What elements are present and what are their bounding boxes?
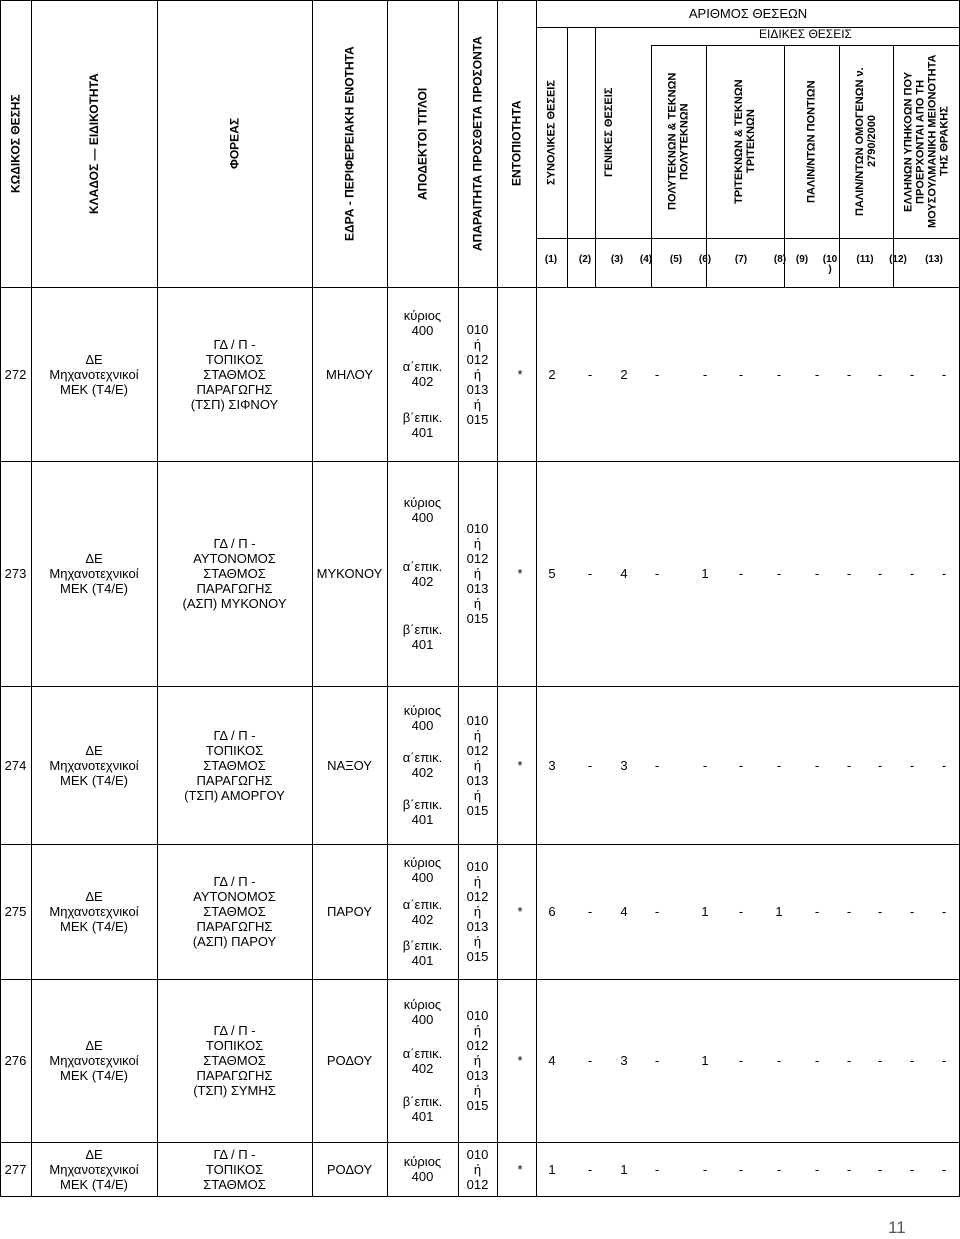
- agency-line: ΓΔ / Π -: [213, 1146, 256, 1162]
- extra-qualifications-cell: [458, 686, 497, 844]
- title-group: [404, 308, 441, 338]
- position-count: -: [702, 757, 708, 773]
- specialty-line: Μηχανοτεχνικοί: [49, 757, 139, 773]
- agency-line: (ΤΣΠ) ΣΙΦΝΟΥ: [190, 396, 279, 412]
- special-positions-header: ΕΙΔΙΚΕΣ ΘΕΣΕΙΣ: [759, 27, 852, 41]
- position-count: -: [941, 1053, 947, 1068]
- position-count: -: [877, 366, 883, 382]
- position-count: -: [941, 366, 947, 382]
- position-code: 273: [4, 566, 27, 581]
- specialty-line: Μηχανοτεχνικοί: [49, 366, 139, 382]
- agency-line: ΓΔ / Π -: [213, 536, 256, 551]
- extra-line: ή: [473, 1053, 482, 1068]
- locality-header: ΕΝΤΟΠΙΟΤΗΤΑ: [509, 100, 524, 187]
- extra-line: ή: [473, 1161, 482, 1177]
- position-count: -: [909, 1161, 915, 1177]
- expatriate-repatriates-header: ΠΑΛΙΝ/ΝΤΩΝ ΟΜΟΓΕΝΩΝ ν. 2790/2000: [854, 67, 878, 216]
- specialty-line: ΔΕ: [85, 1038, 103, 1053]
- pontian-repatriates-header: ΠΑΛΙΝ/ΝΤΩΝ ΠΟΝΤΙΩΝ: [805, 80, 818, 203]
- position-count: -: [877, 1161, 883, 1177]
- general-positions-header: ΓΕΝΙΚΕΣ ΘΕΣΕΙΣ: [603, 87, 615, 178]
- extra-line: ή: [473, 596, 482, 611]
- extra-line: ή: [473, 1083, 482, 1098]
- title-group: [404, 703, 441, 733]
- extra-line: 012: [466, 889, 489, 904]
- position-count: -: [587, 904, 593, 919]
- title-line: 402: [411, 573, 434, 589]
- specialty-cell: [31, 844, 157, 979]
- agency-line: (ΑΣΠ) ΠΑΡΟΥ: [192, 934, 277, 949]
- title-line: α΄επικ.: [402, 359, 443, 374]
- title-line: 401: [411, 637, 434, 653]
- position-count: -: [702, 366, 708, 382]
- agency-line: (ΤΣΠ) ΣΥΜΗΣ: [193, 1083, 276, 1098]
- position-code: 277: [4, 1161, 27, 1177]
- agency-line: (ΤΣΠ) ΑΜΟΡΓΟΥ: [184, 787, 285, 803]
- extra-line: ή: [473, 874, 482, 889]
- extra-qualifications-cell: [458, 844, 497, 979]
- seat-cell: ΜΥΚΟΝΟΥ: [316, 566, 383, 581]
- column-number: (13): [925, 254, 943, 265]
- extra-line: ή: [473, 787, 482, 803]
- agency-cell: [157, 686, 312, 844]
- agency-line: ΓΔ / Π -: [213, 336, 256, 352]
- specialty-cell: [31, 287, 157, 461]
- title-line: κύριος: [403, 997, 442, 1013]
- position-count: 1: [701, 566, 709, 581]
- position-count: -: [909, 904, 915, 919]
- specialty-line: Μηχανοτεχνικοί: [49, 566, 139, 581]
- extra-line: 013: [466, 919, 489, 934]
- extra-line: 015: [466, 611, 489, 626]
- agency-cell: [157, 844, 312, 979]
- title-group: [403, 559, 443, 589]
- titles-cell: [387, 461, 458, 686]
- title-line: α΄επικ.: [402, 896, 443, 912]
- extra-line: 010: [466, 321, 489, 337]
- position-count: -: [846, 566, 852, 581]
- title-group: [403, 797, 443, 827]
- position-count: -: [941, 904, 947, 919]
- position-count: -: [941, 757, 947, 773]
- position-count: 3: [548, 757, 556, 773]
- title-line: β΄επικ.: [402, 410, 443, 425]
- column-number: (9): [795, 254, 809, 265]
- extra-line: 015: [466, 1098, 489, 1113]
- agency-line: ΣΤΑΘΜΟΣ: [203, 1176, 266, 1192]
- specialty-line: Μηχανοτεχνικοί: [49, 1053, 139, 1068]
- seat-cell: ΜΗΛΟΥ: [326, 366, 373, 382]
- agency-line: ΤΟΠΙΚΟΣ: [205, 351, 264, 367]
- position-count: -: [846, 1053, 852, 1068]
- extra-line: ή: [473, 336, 482, 352]
- agency-cell: [157, 461, 312, 686]
- locality-mark: *: [517, 904, 523, 919]
- position-count: 1: [701, 904, 709, 919]
- position-count: 4: [620, 904, 628, 919]
- agency-line: ΠΑΡΑΓΩΓΗΣ: [196, 919, 273, 934]
- specialty-line: ΜΕΚ (Τ4/Ε): [60, 919, 128, 934]
- specialty-cell: [31, 686, 157, 844]
- title-line: α΄επικ.: [402, 1045, 443, 1061]
- column-number: (2): [578, 254, 592, 265]
- position-count: -: [814, 1161, 820, 1177]
- specialty-line: ΔΕ: [85, 889, 103, 904]
- position-count: -: [846, 757, 852, 773]
- title-line: 400: [411, 1012, 434, 1028]
- title-line: 402: [411, 374, 434, 389]
- locality-mark: *: [517, 757, 523, 773]
- position-count: 1: [548, 1161, 556, 1177]
- extra-qualifications-cell: [458, 287, 497, 461]
- title-line: β΄επικ.: [402, 937, 443, 953]
- position-count: -: [702, 1161, 708, 1177]
- title-group: [403, 359, 443, 389]
- position-count: -: [654, 1053, 660, 1068]
- title-group: [403, 622, 443, 652]
- specialty-line: ΔΕ: [85, 742, 103, 758]
- title-line: 402: [411, 911, 434, 927]
- title-line: α΄επικ.: [402, 750, 443, 765]
- titles-header: ΑΠΟΔΕΚΤΟΙ ΤΙΤΛΟΙ: [415, 87, 430, 200]
- position-count: -: [877, 904, 883, 919]
- position-count: -: [776, 1161, 782, 1177]
- agency-line: ΠΑΡΑΓΩΓΗΣ: [196, 772, 273, 788]
- agency-cell: [157, 979, 312, 1142]
- titles-cell: [387, 1142, 458, 1196]
- page-number: 11: [888, 1218, 906, 1237]
- position-count: -: [909, 757, 915, 773]
- extra-line: 012: [466, 1038, 489, 1053]
- agency-line: ΤΟΠΙΚΟΣ: [205, 742, 264, 758]
- agency-line: ΓΔ / Π -: [213, 727, 256, 743]
- title-line: β΄επικ.: [402, 622, 443, 638]
- specialty-line: ΜΕΚ (Τ4/Ε): [60, 772, 128, 788]
- titles-cell: [387, 287, 458, 461]
- position-count: -: [877, 566, 883, 581]
- title-line: κύριος: [403, 308, 442, 323]
- specialty-line: ΜΕΚ (Τ4/Ε): [60, 581, 128, 596]
- position-count: -: [776, 1053, 782, 1068]
- position-count: -: [654, 366, 660, 382]
- title-line: α΄επικ.: [402, 558, 443, 574]
- seat-cell: ΡΟΔΟΥ: [326, 1161, 373, 1177]
- title-group: [404, 1154, 441, 1184]
- column-number: (6): [698, 254, 712, 265]
- specialty-cell: [31, 461, 157, 686]
- position-count: 6: [548, 904, 556, 919]
- positions-group-header: ΑΡΙΘΜΟΣ ΘΕΣΕΩΝ: [688, 6, 808, 21]
- position-count: -: [654, 566, 660, 581]
- column-number: (3): [610, 254, 624, 265]
- position-count: 3: [620, 757, 628, 773]
- extra-line: ή: [473, 934, 482, 949]
- title-line: 401: [411, 425, 434, 440]
- agency-line: ΠΑΡΑΓΩΓΗΣ: [196, 381, 273, 397]
- total-positions-header: ΣΥΝΟΛΙΚΕΣ ΘΕΣΕΙΣ: [545, 80, 558, 185]
- agency-line: ΤΟΠΙΚΟΣ: [205, 1161, 264, 1177]
- extra-line: ή: [473, 566, 482, 581]
- extra-line: ή: [473, 757, 482, 773]
- title-line: β΄επικ.: [402, 1093, 443, 1109]
- extra-line: 010: [466, 1008, 489, 1023]
- position-count: 2: [620, 366, 628, 382]
- position-count: -: [877, 757, 883, 773]
- position-count: 4: [620, 566, 628, 581]
- position-count: -: [941, 566, 947, 581]
- position-count: -: [776, 757, 782, 773]
- position-count: -: [738, 757, 744, 773]
- specialty-line: ΔΕ: [85, 1146, 103, 1162]
- locality-mark: *: [517, 366, 523, 382]
- position-count: -: [776, 366, 782, 382]
- extra-line: ή: [473, 904, 482, 919]
- title-group: [404, 495, 441, 525]
- title-line: 400: [411, 509, 434, 525]
- agency-line: ΑΥΤΟΝΟΜΟΣ: [193, 889, 276, 904]
- column-number: (7): [734, 254, 748, 265]
- extra-line: 012: [466, 742, 489, 758]
- position-count: -: [846, 904, 852, 919]
- position-count: 1: [620, 1161, 628, 1177]
- extra-line: ή: [473, 727, 482, 743]
- extra-qualifications-header: ΑΠΑΡΑΙΤΗΤΑ ΠΡΟΣΘΕΤΑ ΠΡΟΣΟΝΤΑ: [470, 36, 485, 251]
- position-count: 2: [548, 366, 556, 382]
- titles-cell: [387, 979, 458, 1142]
- position-count: -: [846, 1161, 852, 1177]
- position-count: -: [738, 1053, 744, 1068]
- code-header: ΚΩΔΙΚΟΣ ΘΕΣΗΣ: [8, 94, 23, 193]
- position-count: -: [738, 904, 744, 919]
- title-group: [404, 855, 441, 885]
- agency-line: ΤΟΠΙΚΟΣ: [205, 1038, 264, 1053]
- title-line: 400: [411, 323, 434, 338]
- column-number: (11): [856, 254, 874, 265]
- column-number: (5): [669, 254, 683, 265]
- extra-line: 012: [466, 351, 489, 367]
- agency-line: ΣΤΑΘΜΟΣ: [203, 566, 266, 581]
- position-count: -: [587, 566, 593, 581]
- row-rule: [0, 1196, 960, 1197]
- subgroup-rule: [651, 45, 960, 46]
- titles-cell: [387, 686, 458, 844]
- agency-line: ΣΤΑΘΜΟΣ: [203, 904, 266, 919]
- specialty-line: ΔΕ: [85, 351, 103, 367]
- title-group: [403, 410, 443, 440]
- locality-mark: *: [517, 566, 523, 581]
- position-count: -: [587, 757, 593, 773]
- extra-qualifications-cell: [458, 1142, 497, 1196]
- agency-line: ΓΔ / Π -: [213, 874, 256, 889]
- specialty-cell: [31, 979, 157, 1142]
- position-count: -: [587, 1053, 593, 1068]
- position-count: -: [909, 1053, 915, 1068]
- position-count: -: [814, 757, 820, 773]
- numbers-rule: [536, 238, 960, 239]
- extra-line: 013: [466, 772, 489, 788]
- position-count: -: [941, 1161, 947, 1177]
- extra-line: 012: [466, 1176, 489, 1192]
- column-number: (1): [544, 254, 558, 265]
- title-line: κύριος: [403, 1154, 442, 1169]
- table-top-rule: [0, 0, 960, 1]
- position-count: -: [877, 1053, 883, 1068]
- position-count: -: [814, 1053, 820, 1068]
- position-count: 4: [548, 1053, 556, 1068]
- title-group: [403, 897, 443, 927]
- large-families-header: ΠΟΛΥΤΕΚΝΩΝ & ΤΕΚΝΩΝ ΠΟΛΥΤΕΚΝΩΝ: [666, 72, 691, 211]
- position-count: 5: [548, 566, 556, 581]
- title-line: 402: [411, 765, 434, 780]
- position-count: -: [909, 566, 915, 581]
- title-group: [403, 750, 443, 780]
- extra-line: 013: [466, 381, 489, 397]
- agency-line: ΣΤΑΘΜΟΣ: [203, 757, 266, 773]
- seat-cell: ΝΑΞΟΥ: [327, 757, 372, 773]
- extra-qualifications-cell: [458, 461, 497, 686]
- title-group: [404, 997, 441, 1027]
- agency-line: ΠΑΡΑΓΩΓΗΣ: [196, 581, 273, 596]
- extra-line: 013: [466, 581, 489, 596]
- position-count: -: [738, 1161, 744, 1177]
- position-code: 276: [4, 1053, 27, 1068]
- agency-header: ΦΟΡΕΑΣ: [227, 117, 242, 170]
- position-count: -: [654, 904, 660, 919]
- position-count: -: [587, 366, 593, 382]
- position-count: -: [846, 366, 852, 382]
- position-code: 272: [4, 366, 27, 382]
- position-count: -: [814, 566, 820, 581]
- title-line: 400: [411, 1169, 434, 1184]
- agency-line: ΓΔ / Π -: [213, 1023, 256, 1038]
- extra-line: 013: [466, 1068, 489, 1083]
- title-line: 401: [411, 952, 434, 968]
- seat-cell: ΠΑΡΟΥ: [326, 904, 373, 919]
- title-line: κύριος: [403, 703, 442, 718]
- extra-line: 012: [466, 551, 489, 566]
- position-count: -: [654, 757, 660, 773]
- agency-cell: [157, 287, 312, 461]
- title-group: [403, 1046, 443, 1076]
- extra-line: 010: [466, 859, 489, 874]
- thrace-minority-header: ΕΛΛΗΝΩΝ ΥΠΗΚΟΩΝ ΠΟΥ ΠΡΟΕΡΧΟΝΤΑΙ ΑΠΟ ΤΗ ΜΟΥΣΟΥΛΜΑΝΙΚΗ ΜΕΙΟΝΟΤΗΤΑ ΤΗΣ ΘΡΑΚΗΣ: [902, 54, 951, 229]
- position-code: 275: [4, 904, 27, 919]
- position-count: 1: [775, 904, 783, 919]
- titles-cell: [387, 844, 458, 979]
- position-count: -: [738, 366, 744, 382]
- position-count: -: [776, 566, 782, 581]
- position-count: 3: [620, 1053, 628, 1068]
- position-count: -: [814, 366, 820, 382]
- column-number: (8): [773, 254, 787, 265]
- locality-mark: *: [517, 1053, 523, 1068]
- agency-cell: [157, 1142, 312, 1196]
- extra-line: ή: [473, 536, 482, 551]
- title-line: β΄επικ.: [402, 797, 443, 812]
- position-count: -: [654, 1161, 660, 1177]
- specialty-line: Μηχανοτεχνικοί: [49, 904, 139, 919]
- extra-line: ή: [473, 396, 482, 412]
- agency-line: ΠΑΡΑΓΩΓΗΣ: [196, 1068, 273, 1083]
- title-group: [403, 1094, 443, 1124]
- position-count: -: [909, 366, 915, 382]
- position-count: -: [738, 566, 744, 581]
- extra-line: 010: [466, 521, 489, 536]
- extra-qualifications-cell: [458, 979, 497, 1142]
- position-count: -: [587, 1161, 593, 1177]
- title-line: κύριος: [403, 855, 442, 871]
- title-line: 401: [411, 1108, 434, 1124]
- extra-line: 015: [466, 949, 489, 964]
- position-count: -: [814, 904, 820, 919]
- extra-line: 015: [466, 802, 489, 818]
- specialty-line: ΜΕΚ (Τ4/Ε): [60, 381, 128, 397]
- agency-line: ΑΥΤΟΝΟΜΟΣ: [193, 551, 276, 566]
- specialty-line: ΜΕΚ (Τ4/Ε): [60, 1176, 128, 1192]
- specialty-line: ΜΕΚ (Τ4/Ε): [60, 1068, 128, 1083]
- position-count: 1: [701, 1053, 709, 1068]
- extra-line: ή: [473, 1023, 482, 1038]
- agency-line: ΣΤΑΘΜΟΣ: [203, 1053, 266, 1068]
- specialty-header: ΚΛΑΔΟΣ — ΕΙΔΙΚΟΤΗΤΑ: [87, 73, 101, 214]
- title-line: κύριος: [403, 494, 442, 510]
- title-line: 401: [411, 812, 434, 827]
- column-number: (4): [639, 254, 653, 265]
- extra-line: ή: [473, 366, 482, 382]
- column-number: (12): [889, 254, 907, 265]
- specialty-cell: [31, 1142, 157, 1196]
- title-line: 400: [411, 718, 434, 733]
- title-group: [403, 938, 443, 968]
- title-line: 402: [411, 1060, 434, 1076]
- position-code: 274: [4, 757, 27, 773]
- extra-line: 010: [466, 1146, 489, 1162]
- locality-mark: *: [517, 1161, 523, 1177]
- seat-header: ΕΔΡΑ - ΠΕΡΙΦΕΡΕΙΑΚΗ ΕΝΟΤΗΤΑ: [342, 46, 357, 241]
- seat-cell: ΡΟΔΟΥ: [326, 1053, 373, 1068]
- agency-line: ΣΤΑΘΜΟΣ: [203, 366, 266, 382]
- specialty-line: ΔΕ: [85, 551, 103, 566]
- column-number: (10 ): [822, 254, 838, 275]
- three-children-families-header: ΤΡΙΤΕΚΝΩΝ & ΤΕΚΝΩΝ ΤΡΙΤΕΚΝΩΝ: [733, 79, 757, 204]
- agency-line: (ΑΣΠ) ΜΥΚΟΝΟΥ: [182, 596, 287, 611]
- extra-line: 010: [466, 712, 489, 728]
- specialty-line: Μηχανοτεχνικοί: [49, 1161, 139, 1177]
- title-line: 400: [411, 870, 434, 886]
- extra-line: 015: [466, 411, 489, 427]
